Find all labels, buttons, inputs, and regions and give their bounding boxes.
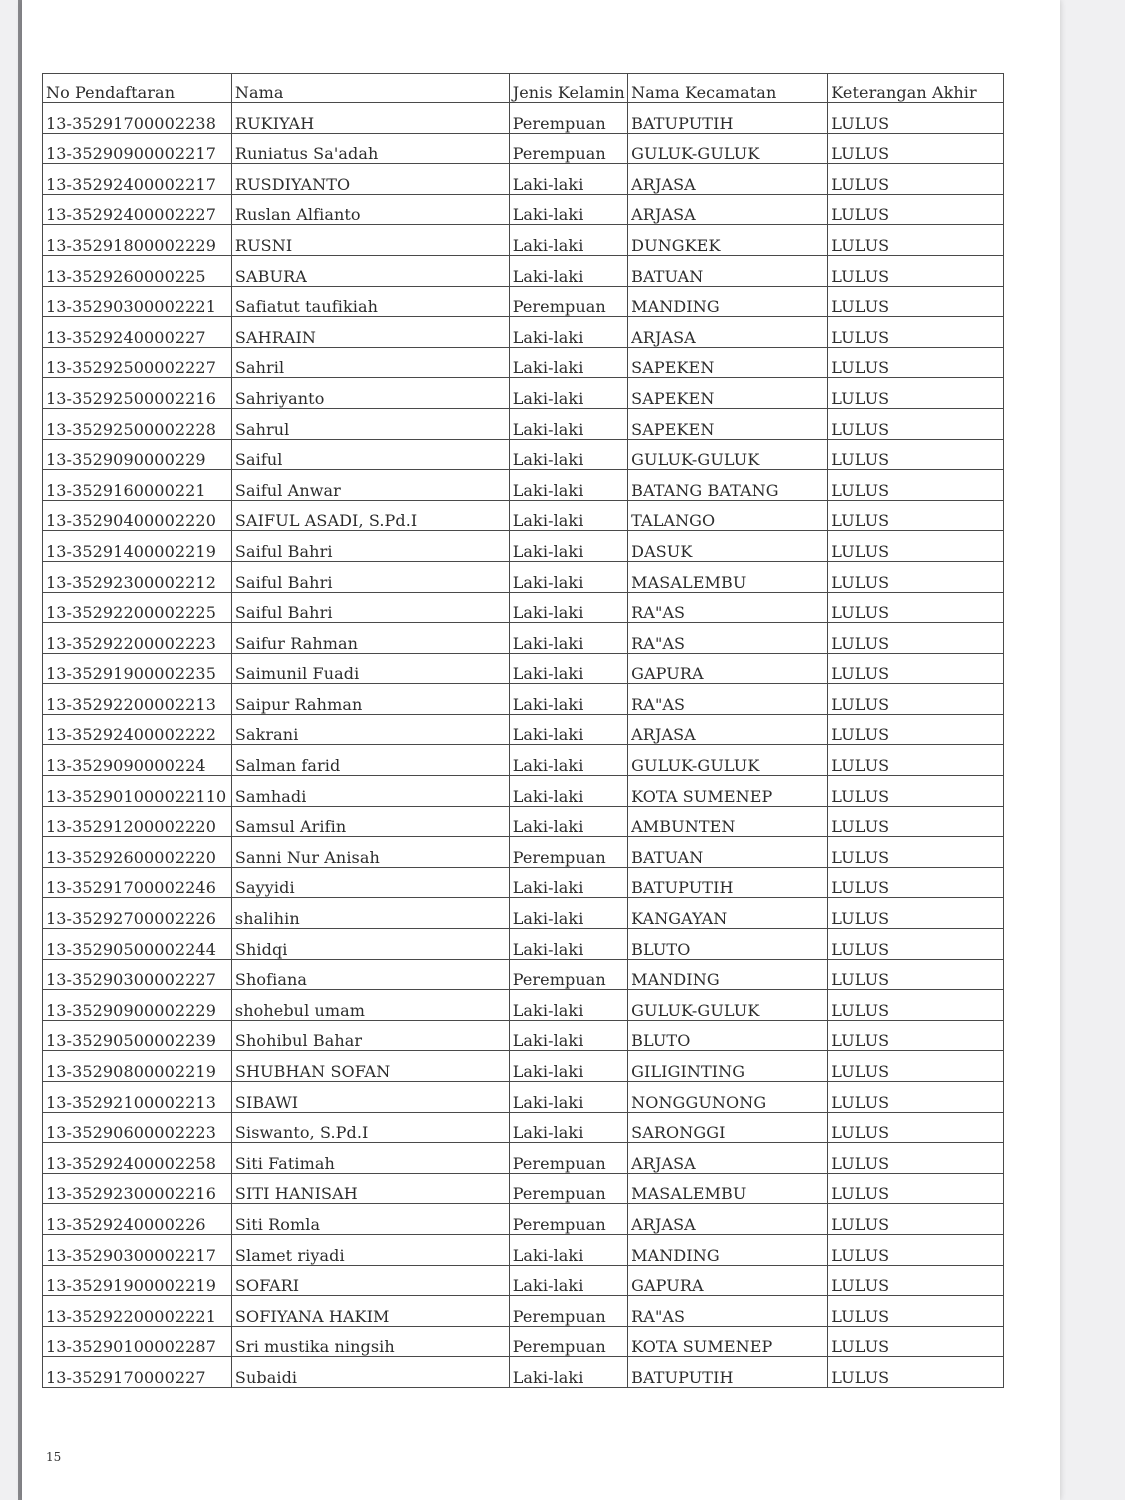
- cell-jenis-kelamin: Laki-laki: [509, 347, 627, 378]
- cell-keterangan-akhir: LULUS: [828, 623, 1004, 654]
- cell-keterangan-akhir: LULUS: [828, 286, 1004, 317]
- cell-no-pendaftaran: 13-35290500002244: [43, 929, 232, 960]
- cell-nama: Samhadi: [231, 776, 509, 807]
- cell-nama: Saiful Bahri: [231, 592, 509, 623]
- table-row: [43, 1082, 1004, 1113]
- table-row: [43, 1326, 1004, 1357]
- cell-jenis-kelamin: Laki-laki: [509, 164, 627, 195]
- cell-keterangan-akhir: LULUS: [828, 959, 1004, 990]
- cell-nama-kecamatan: KOTA SUMENEP: [628, 1326, 828, 1357]
- cell-jenis-kelamin: Laki-laki: [509, 1082, 627, 1113]
- cell-jenis-kelamin: Laki-laki: [509, 1265, 627, 1296]
- cell-no-pendaftaran: 13-35291900002235: [43, 653, 232, 684]
- cell-keterangan-akhir: LULUS: [828, 1204, 1004, 1235]
- cell-keterangan-akhir: LULUS: [828, 164, 1004, 195]
- table-row: [43, 1265, 1004, 1296]
- cell-no-pendaftaran: 13-3529090000229: [43, 439, 232, 470]
- cell-no-pendaftaran: 13-3529240000227: [43, 317, 232, 348]
- table-row: [43, 623, 1004, 654]
- table-row: [43, 1173, 1004, 1204]
- cell-nama-kecamatan: BATANG BATANG: [628, 470, 828, 501]
- table-row: [43, 837, 1004, 868]
- cell-nama: Safiatut taufikiah: [231, 286, 509, 317]
- cell-keterangan-akhir: LULUS: [828, 684, 1004, 715]
- cell-jenis-kelamin: Laki-laki: [509, 898, 627, 929]
- cell-no-pendaftaran: 13-35291200002220: [43, 806, 232, 837]
- cell-no-pendaftaran: 13-35292200002221: [43, 1296, 232, 1327]
- cell-keterangan-akhir: LULUS: [828, 194, 1004, 225]
- cell-nama-kecamatan: ARJASA: [628, 714, 828, 745]
- cell-nama: Slamet riyadi: [231, 1234, 509, 1265]
- table-header-row: [43, 74, 1004, 103]
- cell-nama: Siswanto, S.Pd.I: [231, 1112, 509, 1143]
- cell-nama: Saifur Rahman: [231, 623, 509, 654]
- cell-keterangan-akhir: LULUS: [828, 561, 1004, 592]
- cell-keterangan-akhir: LULUS: [828, 225, 1004, 256]
- cell-nama: Shohibul Bahar: [231, 1020, 509, 1051]
- cell-no-pendaftaran: 13-35290300002227: [43, 959, 232, 990]
- table-row: [43, 194, 1004, 225]
- cell-keterangan-akhir: LULUS: [828, 1082, 1004, 1113]
- cell-nama: SOFIYANA HAKIM: [231, 1296, 509, 1327]
- table-row: [43, 1234, 1004, 1265]
- cell-nama: SAIFUL ASADI, S.Pd.I: [231, 500, 509, 531]
- cell-nama: SIBAWI: [231, 1082, 509, 1113]
- cell-jenis-kelamin: Perempuan: [509, 1204, 627, 1235]
- cell-nama: Shidqi: [231, 929, 509, 960]
- cell-keterangan-akhir: LULUS: [828, 531, 1004, 562]
- cell-no-pendaftaran: 13-35292600002220: [43, 837, 232, 868]
- cell-nama-kecamatan: ARJASA: [628, 317, 828, 348]
- cell-nama-kecamatan: BATUPUTIH: [628, 867, 828, 898]
- cell-jenis-kelamin: Laki-laki: [509, 867, 627, 898]
- cell-nama-kecamatan: KOTA SUMENEP: [628, 776, 828, 807]
- cell-nama: Sahrul: [231, 408, 509, 439]
- cell-keterangan-akhir: LULUS: [828, 990, 1004, 1021]
- cell-jenis-kelamin: Laki-laki: [509, 1234, 627, 1265]
- cell-no-pendaftaran: 13-35290900002217: [43, 133, 232, 164]
- cell-keterangan-akhir: LULUS: [828, 1234, 1004, 1265]
- table-row: [43, 1357, 1004, 1388]
- cell-nama: Sayyidi: [231, 867, 509, 898]
- cell-keterangan-akhir: LULUS: [828, 1020, 1004, 1051]
- table-row: [43, 745, 1004, 776]
- cell-jenis-kelamin: Perempuan: [509, 103, 627, 134]
- cell-jenis-kelamin: Perempuan: [509, 837, 627, 868]
- cell-no-pendaftaran: 13-352901000022110: [43, 776, 232, 807]
- cell-keterangan-akhir: LULUS: [828, 1143, 1004, 1174]
- cell-nama-kecamatan: GULUK-GULUK: [628, 133, 828, 164]
- cell-keterangan-akhir: LULUS: [828, 133, 1004, 164]
- table-row: [43, 225, 1004, 256]
- cell-no-pendaftaran: 13-35292500002227: [43, 347, 232, 378]
- cell-nama-kecamatan: GULUK-GULUK: [628, 990, 828, 1021]
- table-row: [43, 714, 1004, 745]
- cell-nama-kecamatan: SAPEKEN: [628, 408, 828, 439]
- cell-nama-kecamatan: GAPURA: [628, 1265, 828, 1296]
- cell-nama: Sahril: [231, 347, 509, 378]
- table-row: [43, 470, 1004, 501]
- cell-nama-kecamatan: KANGAYAN: [628, 898, 828, 929]
- cell-no-pendaftaran: 13-35292700002226: [43, 898, 232, 929]
- cell-nama-kecamatan: AMBUNTEN: [628, 806, 828, 837]
- cell-keterangan-akhir: LULUS: [828, 867, 1004, 898]
- cell-jenis-kelamin: Perempuan: [509, 1143, 627, 1174]
- table-row: [43, 592, 1004, 623]
- cell-jenis-kelamin: Laki-laki: [509, 225, 627, 256]
- cell-nama: Saimunil Fuadi: [231, 653, 509, 684]
- cell-no-pendaftaran: 13-35291800002229: [43, 225, 232, 256]
- cell-nama-kecamatan: BLUTO: [628, 929, 828, 960]
- cell-jenis-kelamin: Laki-laki: [509, 561, 627, 592]
- cell-jenis-kelamin: Laki-laki: [509, 1020, 627, 1051]
- table-row: [43, 317, 1004, 348]
- cell-keterangan-akhir: LULUS: [828, 439, 1004, 470]
- cell-keterangan-akhir: LULUS: [828, 1112, 1004, 1143]
- cell-keterangan-akhir: LULUS: [828, 898, 1004, 929]
- cell-nama-kecamatan: MANDING: [628, 959, 828, 990]
- table-row: [43, 164, 1004, 195]
- cell-nama: Saipur Rahman: [231, 684, 509, 715]
- cell-nama: Subaidi: [231, 1357, 509, 1388]
- cell-nama: RUKIYAH: [231, 103, 509, 134]
- cell-nama: SABURA: [231, 255, 509, 286]
- cell-nama: Sri mustika ningsih: [231, 1326, 509, 1357]
- table-row: [43, 776, 1004, 807]
- cell-nama-kecamatan: ARJASA: [628, 1143, 828, 1174]
- cell-nama: SAHRAIN: [231, 317, 509, 348]
- cell-jenis-kelamin: Laki-laki: [509, 531, 627, 562]
- cell-no-pendaftaran: 13-35290600002223: [43, 1112, 232, 1143]
- cell-jenis-kelamin: Perempuan: [509, 133, 627, 164]
- cell-keterangan-akhir: LULUS: [828, 837, 1004, 868]
- cell-nama: Runiatus Sa'adah: [231, 133, 509, 164]
- table-row: [43, 1020, 1004, 1051]
- table-row: [43, 990, 1004, 1021]
- cell-no-pendaftaran: 13-3529170000227: [43, 1357, 232, 1388]
- cell-jenis-kelamin: Perempuan: [509, 286, 627, 317]
- header-nama-kecamatan: Nama Kecamatan: [628, 74, 828, 103]
- cell-jenis-kelamin: Laki-laki: [509, 317, 627, 348]
- cell-no-pendaftaran: 13-3529160000221: [43, 470, 232, 501]
- cell-no-pendaftaran: 13-35292100002213: [43, 1082, 232, 1113]
- cell-nama-kecamatan: TALANGO: [628, 500, 828, 531]
- cell-nama: Sahriyanto: [231, 378, 509, 409]
- table-row: [43, 1204, 1004, 1235]
- cell-no-pendaftaran: 13-3529260000225: [43, 255, 232, 286]
- cell-jenis-kelamin: Laki-laki: [509, 1051, 627, 1082]
- cell-no-pendaftaran: 13-35292300002212: [43, 561, 232, 592]
- table-row: [43, 1143, 1004, 1174]
- cell-keterangan-akhir: LULUS: [828, 1357, 1004, 1388]
- table-row: [43, 103, 1004, 134]
- cell-nama-kecamatan: DASUK: [628, 531, 828, 562]
- cell-nama-kecamatan: NONGGUNONG: [628, 1082, 828, 1113]
- cell-keterangan-akhir: LULUS: [828, 378, 1004, 409]
- cell-nama-kecamatan: GULUK-GULUK: [628, 745, 828, 776]
- cell-keterangan-akhir: LULUS: [828, 653, 1004, 684]
- cell-no-pendaftaran: 13-35292500002228: [43, 408, 232, 439]
- table-row: [43, 133, 1004, 164]
- cell-no-pendaftaran: 13-35290800002219: [43, 1051, 232, 1082]
- cell-nama-kecamatan: BLUTO: [628, 1020, 828, 1051]
- cell-no-pendaftaran: 13-35292200002223: [43, 623, 232, 654]
- cell-keterangan-akhir: LULUS: [828, 408, 1004, 439]
- cell-keterangan-akhir: LULUS: [828, 1265, 1004, 1296]
- cell-nama: RUSNI: [231, 225, 509, 256]
- cell-nama-kecamatan: ARJASA: [628, 194, 828, 225]
- cell-no-pendaftaran: 13-35292400002222: [43, 714, 232, 745]
- cell-jenis-kelamin: Laki-laki: [509, 776, 627, 807]
- cell-no-pendaftaran: 13-35292400002227: [43, 194, 232, 225]
- cell-no-pendaftaran: 13-35291900002219: [43, 1265, 232, 1296]
- cell-nama-kecamatan: GAPURA: [628, 653, 828, 684]
- cell-nama: Saiful Anwar: [231, 470, 509, 501]
- cell-jenis-kelamin: Laki-laki: [509, 806, 627, 837]
- cell-nama-kecamatan: RA"AS: [628, 623, 828, 654]
- cell-nama-kecamatan: MASALEMBU: [628, 561, 828, 592]
- cell-no-pendaftaran: 13-35292200002225: [43, 592, 232, 623]
- cell-nama-kecamatan: GULUK-GULUK: [628, 439, 828, 470]
- table-row: [43, 255, 1004, 286]
- cell-no-pendaftaran: 13-35292200002213: [43, 684, 232, 715]
- cell-jenis-kelamin: Laki-laki: [509, 1112, 627, 1143]
- cell-nama: shalihin: [231, 898, 509, 929]
- cell-nama: Saiful Bahri: [231, 531, 509, 562]
- table-row: [43, 959, 1004, 990]
- cell-keterangan-akhir: LULUS: [828, 470, 1004, 501]
- table-row: [43, 347, 1004, 378]
- header-no-pendaftaran: No Pendaftaran: [43, 74, 232, 103]
- table-row: [43, 408, 1004, 439]
- cell-nama: Samsul Arifin: [231, 806, 509, 837]
- cell-nama-kecamatan: RA"AS: [628, 1296, 828, 1327]
- results-table: [42, 73, 1004, 1388]
- header-nama: Nama: [231, 74, 509, 103]
- cell-keterangan-akhir: LULUS: [828, 1296, 1004, 1327]
- cell-jenis-kelamin: Laki-laki: [509, 990, 627, 1021]
- cell-nama: RUSDIYANTO: [231, 164, 509, 195]
- cell-keterangan-akhir: LULUS: [828, 714, 1004, 745]
- cell-no-pendaftaran: 13-35290900002229: [43, 990, 232, 1021]
- cell-nama: Ruslan Alfianto: [231, 194, 509, 225]
- cell-jenis-kelamin: Laki-laki: [509, 439, 627, 470]
- table-row: [43, 439, 1004, 470]
- cell-no-pendaftaran: 13-35292400002217: [43, 164, 232, 195]
- cell-jenis-kelamin: Laki-laki: [509, 500, 627, 531]
- cell-no-pendaftaran: 13-35292400002258: [43, 1143, 232, 1174]
- cell-nama: Siti Fatimah: [231, 1143, 509, 1174]
- table-row: [43, 929, 1004, 960]
- cell-nama: Salman farid: [231, 745, 509, 776]
- cell-jenis-kelamin: Laki-laki: [509, 470, 627, 501]
- table-row: [43, 531, 1004, 562]
- cell-nama: Sakrani: [231, 714, 509, 745]
- cell-keterangan-akhir: LULUS: [828, 317, 1004, 348]
- table-row: [43, 898, 1004, 929]
- cell-nama: shohebul umam: [231, 990, 509, 1021]
- cell-jenis-kelamin: Laki-laki: [509, 714, 627, 745]
- cell-nama: Saiful: [231, 439, 509, 470]
- cell-nama-kecamatan: BATUAN: [628, 255, 828, 286]
- cell-nama-kecamatan: BATUPUTIH: [628, 103, 828, 134]
- cell-nama-kecamatan: MANDING: [628, 286, 828, 317]
- cell-jenis-kelamin: Laki-laki: [509, 653, 627, 684]
- cell-keterangan-akhir: LULUS: [828, 1326, 1004, 1357]
- cell-jenis-kelamin: Laki-laki: [509, 592, 627, 623]
- cell-keterangan-akhir: LULUS: [828, 1051, 1004, 1082]
- cell-jenis-kelamin: Laki-laki: [509, 408, 627, 439]
- cell-no-pendaftaran: 13-35290500002239: [43, 1020, 232, 1051]
- cell-jenis-kelamin: Laki-laki: [509, 929, 627, 960]
- cell-no-pendaftaran: 13-3529240000226: [43, 1204, 232, 1235]
- cell-nama: SHUBHAN SOFAN: [231, 1051, 509, 1082]
- cell-jenis-kelamin: Laki-laki: [509, 194, 627, 225]
- cell-jenis-kelamin: Perempuan: [509, 959, 627, 990]
- cell-keterangan-akhir: LULUS: [828, 806, 1004, 837]
- cell-jenis-kelamin: Laki-laki: [509, 1357, 627, 1388]
- cell-keterangan-akhir: LULUS: [828, 103, 1004, 134]
- cell-no-pendaftaran: 13-35291400002219: [43, 531, 232, 562]
- table-row: [43, 1051, 1004, 1082]
- cell-no-pendaftaran: 13-35291700002246: [43, 867, 232, 898]
- cell-keterangan-akhir: LULUS: [828, 347, 1004, 378]
- table-row: [43, 684, 1004, 715]
- cell-no-pendaftaran: 13-3529090000224: [43, 745, 232, 776]
- cell-nama: Siti Romla: [231, 1204, 509, 1235]
- cell-keterangan-akhir: LULUS: [828, 745, 1004, 776]
- cell-keterangan-akhir: LULUS: [828, 776, 1004, 807]
- cell-nama-kecamatan: BATUPUTIH: [628, 1357, 828, 1388]
- page-number: 15: [46, 1450, 62, 1464]
- cell-keterangan-akhir: LULUS: [828, 1173, 1004, 1204]
- table-body: [43, 103, 1004, 1388]
- table-row: [43, 867, 1004, 898]
- cell-nama: Shofiana: [231, 959, 509, 990]
- cell-keterangan-akhir: LULUS: [828, 500, 1004, 531]
- cell-keterangan-akhir: LULUS: [828, 592, 1004, 623]
- cell-no-pendaftaran: 13-35292500002216: [43, 378, 232, 409]
- cell-nama-kecamatan: DUNGKEK: [628, 225, 828, 256]
- cell-jenis-kelamin: Laki-laki: [509, 378, 627, 409]
- cell-nama-kecamatan: SAPEKEN: [628, 378, 828, 409]
- cell-nama-kecamatan: MASALEMBU: [628, 1173, 828, 1204]
- cell-jenis-kelamin: Laki-laki: [509, 745, 627, 776]
- table-row: [43, 378, 1004, 409]
- header-keterangan-akhir: Keterangan Akhir: [828, 74, 1004, 103]
- cell-nama-kecamatan: SAPEKEN: [628, 347, 828, 378]
- cell-jenis-kelamin: Laki-laki: [509, 255, 627, 286]
- cell-nama-kecamatan: RA"AS: [628, 684, 828, 715]
- cell-no-pendaftaran: 13-35290300002217: [43, 1234, 232, 1265]
- cell-nama-kecamatan: RA"AS: [628, 592, 828, 623]
- table-row: [43, 1112, 1004, 1143]
- table-row: [43, 500, 1004, 531]
- cell-jenis-kelamin: Perempuan: [509, 1326, 627, 1357]
- cell-no-pendaftaran: 13-35290100002287: [43, 1326, 232, 1357]
- cell-no-pendaftaran: 13-35292300002216: [43, 1173, 232, 1204]
- cell-keterangan-akhir: LULUS: [828, 255, 1004, 286]
- cell-nama-kecamatan: BATUAN: [628, 837, 828, 868]
- cell-nama-kecamatan: SARONGGI: [628, 1112, 828, 1143]
- cell-no-pendaftaran: 13-35290300002221: [43, 286, 232, 317]
- cell-keterangan-akhir: LULUS: [828, 929, 1004, 960]
- table-row: [43, 806, 1004, 837]
- cell-jenis-kelamin: Perempuan: [509, 1296, 627, 1327]
- header-jenis-kelamin: Jenis Kelamin: [509, 74, 627, 103]
- cell-no-pendaftaran: 13-35290400002220: [43, 500, 232, 531]
- cell-nama: SOFARI: [231, 1265, 509, 1296]
- table-row: [43, 653, 1004, 684]
- cell-nama-kecamatan: ARJASA: [628, 164, 828, 195]
- cell-jenis-kelamin: Laki-laki: [509, 623, 627, 654]
- cell-no-pendaftaran: 13-35291700002238: [43, 103, 232, 134]
- table-row: [43, 1296, 1004, 1327]
- cell-nama-kecamatan: ARJASA: [628, 1204, 828, 1235]
- cell-nama: SITI HANISAH: [231, 1173, 509, 1204]
- cell-jenis-kelamin: Perempuan: [509, 1173, 627, 1204]
- cell-nama-kecamatan: GILIGINTING: [628, 1051, 828, 1082]
- cell-jenis-kelamin: Laki-laki: [509, 684, 627, 715]
- cell-nama: Sanni Nur Anisah: [231, 837, 509, 868]
- cell-nama: Saiful Bahri: [231, 561, 509, 592]
- table-row: [43, 561, 1004, 592]
- table-row: [43, 286, 1004, 317]
- cell-nama-kecamatan: MANDING: [628, 1234, 828, 1265]
